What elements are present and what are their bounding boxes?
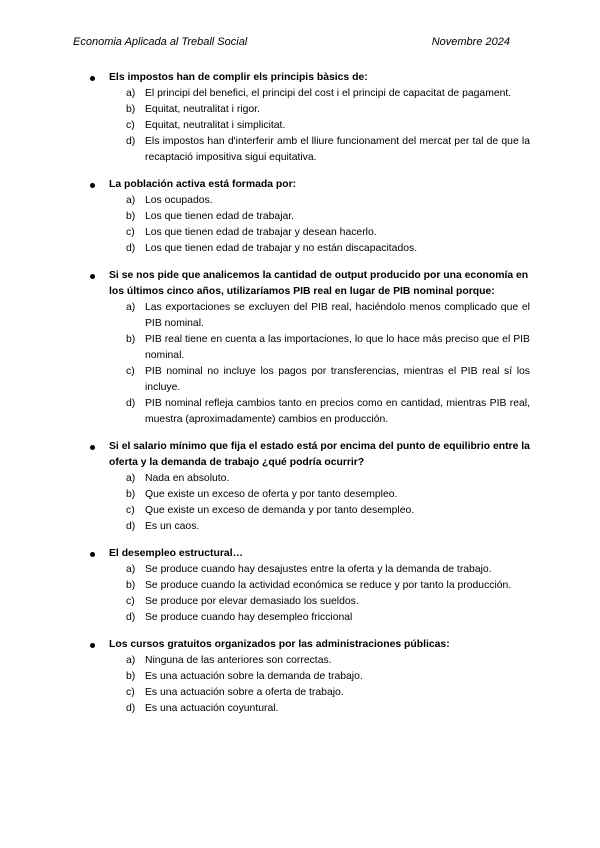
answer-options: [109, 562, 530, 626]
answer-options: [109, 653, 530, 717]
option-text: Los que tienen edad de trabajar y no están discapacitados.: [145, 243, 418, 254]
bullet-icon: [90, 643, 95, 648]
question-item: [90, 637, 530, 717]
option-letter: a): [126, 655, 136, 666]
question-text: Los cursos gratuitos organizados por las administraciones públicas:: [109, 639, 450, 650]
option-letter: b): [126, 104, 136, 115]
answer-options: [109, 86, 530, 166]
question-item: [90, 70, 530, 166]
answer-option: [109, 86, 530, 102]
answer-options: [109, 300, 530, 428]
option-text: Ninguna de las anteriores son correctas.: [145, 655, 332, 666]
answer-option: [109, 332, 530, 364]
option-letter: d): [126, 136, 136, 147]
option-text: PIB real tiene en cuenta a las importaciones, lo que lo hace más preciso que el PIB nominal.: [145, 334, 530, 361]
answer-option: [109, 685, 530, 701]
option-text: Es una actuación coyuntural.: [145, 703, 279, 714]
option-text: Que existe un exceso de oferta y por tanto desempleo.: [145, 489, 398, 500]
option-text: Se produce cuando la actividad económica se reduce y por tanto la producción.: [145, 580, 512, 591]
option-letter: a): [126, 302, 136, 313]
option-letter: d): [126, 521, 136, 532]
answer-option: [109, 471, 530, 487]
answer-option: [109, 701, 530, 717]
option-text: Se produce cuando hay desajustes entre la oferta y la demanda de trabajo.: [145, 564, 492, 575]
option-letter: a): [126, 564, 136, 575]
answer-option: [109, 669, 530, 685]
option-text: Es un caos.: [145, 521, 200, 532]
bullet-icon: [90, 183, 95, 188]
option-text: El principi del benefici, el principi del cost i el principi de capacitat de pagament.: [145, 88, 512, 99]
option-text: Nada en absoluto.: [145, 473, 230, 484]
answer-option: [109, 134, 530, 166]
answer-option: [109, 519, 530, 535]
answer-option: [109, 364, 530, 396]
question-text: Si el salario mínimo que fija el estado está por encima del punto de equilibrio entre la oferta y la demanda de trabajo ¿qué podría ocurrir?: [109, 441, 530, 468]
option-letter: d): [126, 398, 136, 409]
answer-option: [109, 562, 530, 578]
option-text: Els impostos han d'interferir amb el lliure funcionament del mercat per tal de que la recaptació impositiva sigui equitativa.: [145, 136, 530, 163]
option-text: Es una actuación sobre la demanda de trabajo.: [145, 671, 363, 682]
answer-option: [109, 209, 530, 225]
option-letter: b): [126, 489, 136, 500]
question-text: Els impostos han de complir els principis bàsics de:: [109, 72, 368, 83]
option-letter: a): [126, 473, 136, 484]
question-text: La población activa está formada por:: [109, 179, 297, 190]
bullet-icon: [90, 552, 95, 557]
bullet-icon: [90, 274, 95, 279]
question-item: [90, 177, 530, 257]
bullet-icon: [90, 445, 95, 450]
option-letter: c): [126, 120, 135, 131]
answer-option: [109, 487, 530, 503]
answer-option: [109, 102, 530, 118]
answer-option: [109, 225, 530, 241]
option-text: Equitat, neutralitat i simplicitat.: [145, 120, 286, 131]
option-text: Se produce por elevar demasiado los sueldos.: [145, 596, 359, 607]
option-letter: d): [126, 703, 136, 714]
option-text: Los ocupados.: [145, 195, 213, 206]
page-header: [73, 36, 510, 48]
option-letter: a): [126, 195, 136, 206]
answer-option: [109, 193, 530, 209]
answer-option: [109, 503, 530, 519]
question-list: [90, 70, 530, 728]
option-letter: c): [126, 687, 135, 698]
answer-option: [109, 241, 530, 257]
option-letter: d): [126, 612, 136, 623]
bullet-icon: [90, 76, 95, 81]
answer-options: [109, 471, 530, 535]
option-letter: b): [126, 211, 136, 222]
option-text: PIB nominal refleja cambios tanto en precios como en cantidad, mientras PIB real, muestra (aproximadamente) cambios en producción.: [145, 398, 530, 425]
question-text: El desempleo estructural…: [109, 548, 243, 559]
option-letter: c): [126, 366, 135, 377]
option-letter: d): [126, 243, 136, 254]
option-text: Se produce cuando hay desempleo friccional: [145, 612, 353, 623]
header-date: Novembre 2024: [431, 36, 510, 48]
answer-option: [109, 578, 530, 594]
header-course-title: Economia Aplicada al Treball Social: [73, 36, 248, 48]
question-item: [90, 546, 530, 626]
question-item: [90, 439, 530, 535]
option-text: Que existe un exceso de demanda y por tanto desempleo.: [145, 505, 415, 516]
option-letter: b): [126, 580, 136, 591]
answer-option: [109, 594, 530, 610]
answer-option: [109, 300, 530, 332]
option-letter: c): [126, 505, 135, 516]
option-letter: c): [126, 227, 135, 238]
answer-option: [109, 118, 530, 134]
answer-option: [109, 610, 530, 626]
option-text: PIB nominal no incluye los pagos por transferencias, mientras el PIB real sí los incluye.: [145, 366, 530, 393]
option-text: Las exportaciones se excluyen del PIB real, haciéndolo menos complicado que el PIB nominal.: [145, 302, 530, 329]
answer-options: [109, 193, 530, 257]
option-letter: c): [126, 596, 135, 607]
option-text: Los que tienen edad de trabajar y desean hacerlo.: [145, 227, 377, 238]
question-text: Si se nos pide que analicemos la cantidad de output producido por una economía en los últimos cinco años, utilizaríamos PIB real en lugar de PIB nominal porque:: [109, 270, 529, 297]
option-letter: a): [126, 88, 136, 99]
answer-option: [109, 653, 530, 669]
option-text: Es una actuación sobre a oferta de trabajo.: [145, 687, 344, 698]
question-item: [90, 268, 530, 428]
answer-option: [109, 396, 530, 428]
option-letter: b): [126, 334, 136, 345]
option-letter: b): [126, 671, 136, 682]
option-text: Equitat, neutralitat i rigor.: [145, 104, 260, 115]
option-text: Los que tienen edad de trabajar.: [145, 211, 295, 222]
